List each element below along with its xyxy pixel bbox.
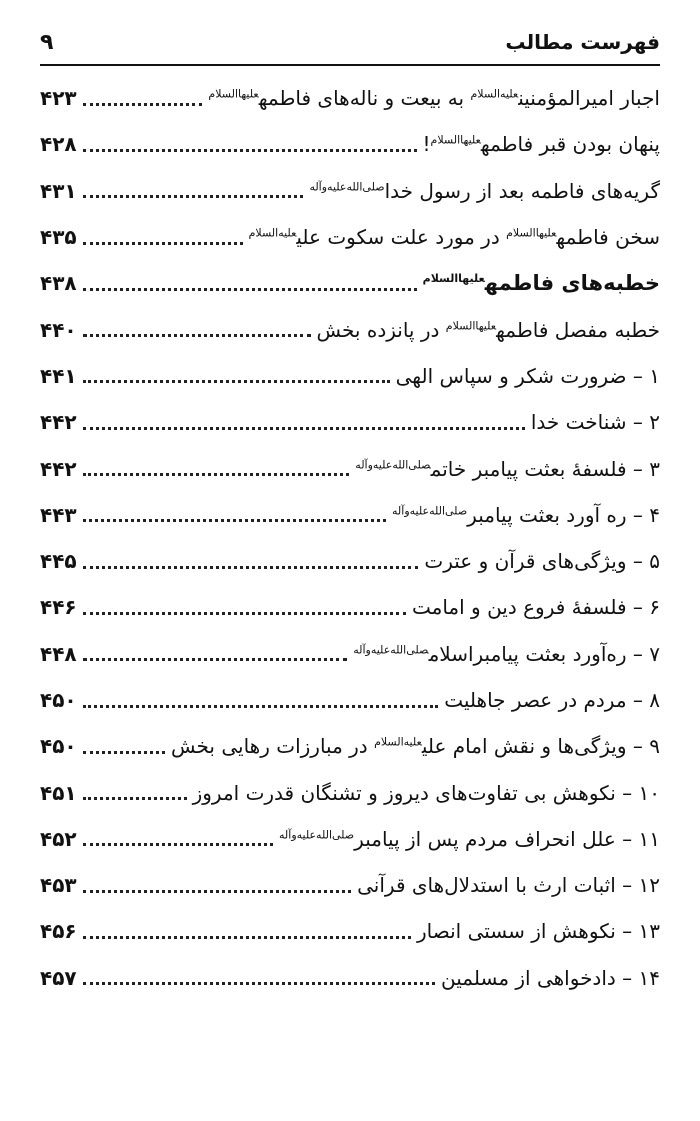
running-head-title: فهرست مطالب: [505, 30, 660, 54]
toc-entry-page: ۴۴۱: [40, 363, 77, 388]
dot-leader: [83, 658, 348, 661]
toc-entry-title: ۴ – ره آورد بعثت پیامبر$^{صلی‌الله‌علیه‌وآله}$: [392, 502, 660, 527]
page-number: ۹: [40, 29, 54, 55]
honorific-mark: علیه‌السلام: [374, 735, 422, 749]
toc-entry-page: ۴۴۸: [40, 641, 77, 666]
toc-entry-page: ۴۳۸: [40, 271, 77, 296]
dot-leader: [83, 982, 435, 985]
toc-entry-title: ۱۱ – علل انحراف مردم پس از پیامبر$^{صلی‌الله‌علیه‌وآله}$: [279, 826, 660, 851]
dot-leader: [83, 751, 165, 754]
honorific-mark: صلی‌الله‌علیه‌وآله: [392, 504, 468, 518]
toc-entry: [40, 492, 660, 538]
toc-entry-title: ۱ – ضرورت شکر و سپاس الهی: [395, 363, 660, 388]
toc-entry: [40, 75, 660, 121]
toc-entry-page: ۴۲۸: [40, 132, 77, 157]
toc-entry-title: ۱۴ – دادخواهی از مسلمین: [441, 965, 660, 990]
dot-leader: [83, 473, 350, 476]
toc-entry-page: ۴۵۰: [40, 734, 77, 759]
toc-entry-page: ۴۵۰: [40, 688, 77, 712]
toc-entry-page: ۴۴۲: [40, 456, 77, 481]
toc-entry: [40, 584, 660, 630]
toc-entry-title: خطبه مفصل فاطمه$^{علیهاالسلام}$ در پانزده بخش: [316, 317, 660, 342]
toc-section-heading: [40, 260, 660, 306]
toc-entry-page: ۴۳۱: [40, 178, 77, 203]
honorific-mark: علیه‌السلام: [470, 87, 519, 101]
toc-entry-page: ۴۵۳: [40, 873, 77, 898]
toc-entry-page: ۴۴۳: [40, 502, 77, 527]
dot-leader: [83, 612, 406, 615]
toc-entry-title: خطبه‌های فاطمه$^{علیهاالسلام}$: [422, 271, 660, 296]
dot-leader: [83, 705, 439, 708]
toc-entry: [40, 769, 660, 815]
toc-entry: [40, 306, 660, 352]
toc-entry-page: ۴۴۲: [40, 410, 77, 435]
honorific-mark: علیهاالسلام: [208, 87, 259, 101]
toc-entry-title: ۵ – ویژگی‌های قرآن و عترت: [424, 549, 660, 574]
toc-entry-title: ۳ – فلسفهٔ بعثت پیامبر خاتم$^{صلی‌الله‌علیه‌وآله}$: [355, 456, 660, 481]
honorific-mark: علیهاالسلام: [445, 318, 497, 332]
dot-leader: [83, 149, 417, 152]
toc-entry-page: ۴۵۶: [40, 919, 77, 944]
toc-entry-page: ۴۲۳: [40, 86, 77, 111]
toc-entry-title: ۱۲ – اثبات ارث با استدلال‌های قرآنی: [357, 873, 660, 898]
toc-entry-page: ۴۵۲: [40, 826, 77, 851]
honorific-mark: صلی‌الله‌علیه‌وآله: [279, 828, 355, 842]
toc-entry: [40, 445, 660, 491]
dot-leader: [83, 797, 187, 800]
toc-entry-page: ۴۵۷: [40, 965, 77, 990]
toc-entry: [40, 168, 660, 214]
toc-entry-title: ۶ – فلسفهٔ فروع دین و امامت: [411, 595, 660, 620]
toc-entry-title: ۱۰ – نکوهش بی تفاوت‌های دیروز و تشنگان قدرت امروز: [192, 780, 660, 805]
dot-leader: [83, 288, 417, 291]
dot-leader: [83, 890, 351, 893]
toc-entry-page: ۴۳۵: [40, 225, 77, 250]
toc-entry-page: ۴۴۶: [40, 595, 77, 620]
dot-leader: [83, 427, 525, 430]
honorific-mark: علیه‌السلام: [248, 226, 297, 240]
table-of-contents: [40, 75, 660, 1001]
dot-leader: [83, 936, 411, 939]
honorific-mark: علیهاالسلام: [506, 226, 557, 240]
dot-leader: [83, 843, 273, 846]
toc-entry-title: پنهان بودن قبر فاطمه$^{علیهاالسلام}$!: [422, 132, 660, 157]
honorific-mark: علیهاالسلام: [422, 272, 485, 286]
toc-entry: [40, 214, 660, 260]
toc-entry: [40, 955, 660, 1001]
toc-entry: [40, 399, 660, 445]
toc-entry-title: سخن فاطمه$^{علیهاالسلام}$ در مورد علت سکوت علی$^{علیه‌السلام}$: [248, 225, 660, 250]
toc-entry: [40, 908, 660, 954]
honorific-mark: صلی‌الله‌علیه‌وآله: [309, 180, 385, 194]
dot-leader: [83, 380, 390, 383]
dot-leader: [83, 195, 304, 198]
toc-entry-page: ۴۵۱: [40, 780, 77, 805]
dot-leader: [83, 103, 203, 106]
toc-entry-title: ۹ – ویژگی‌ها و نقش امام علی$^{علیه‌السلام}$ در مبارزات رهایی بخش: [171, 734, 660, 759]
toc-entry-title: ۷ – ره‌آورد بعثت پیامبراسلام$^{صلی‌الله‌علیه‌وآله}$: [353, 641, 660, 666]
dot-leader: [83, 334, 311, 337]
toc-entry: [40, 677, 660, 723]
honorific-mark: علیهاالسلام: [430, 133, 481, 147]
toc-entry: [40, 353, 660, 399]
toc-entry: [40, 538, 660, 584]
toc-entry: [40, 121, 660, 167]
honorific-mark: صلی‌الله‌علیه‌وآله: [353, 643, 429, 657]
dot-leader: [83, 566, 419, 569]
toc-entry-title: ۲ – شناخت خدا: [530, 410, 660, 435]
honorific-mark: صلی‌الله‌علیه‌وآله: [355, 457, 431, 471]
dot-leader: [83, 242, 243, 245]
dot-leader: [83, 519, 386, 522]
toc-entry-title: اجبار امیرالمؤمنین$^{علیه‌السلام}$ به بیعت و ناله‌های فاطمه$^{علیهاالسلام}$: [208, 86, 660, 111]
toc-entry: [40, 862, 660, 908]
toc-entry-title: گریه‌های فاطمه بعد از رسول خدا$^{صلی‌الله‌علیه‌وآله}$: [309, 178, 660, 203]
toc-entry-title: ۸ – مردم در عصر جاهلیت: [444, 688, 660, 712]
toc-entry-page: ۴۴۰: [40, 317, 77, 342]
page-header: [40, 20, 660, 66]
toc-entry-page: ۴۴۵: [40, 549, 77, 574]
toc-entry: [40, 816, 660, 862]
toc-entry: [40, 631, 660, 677]
toc-entry-title: ۱۳ – نکوهش از سستی انصار: [417, 919, 660, 944]
toc-entry: [40, 723, 660, 769]
